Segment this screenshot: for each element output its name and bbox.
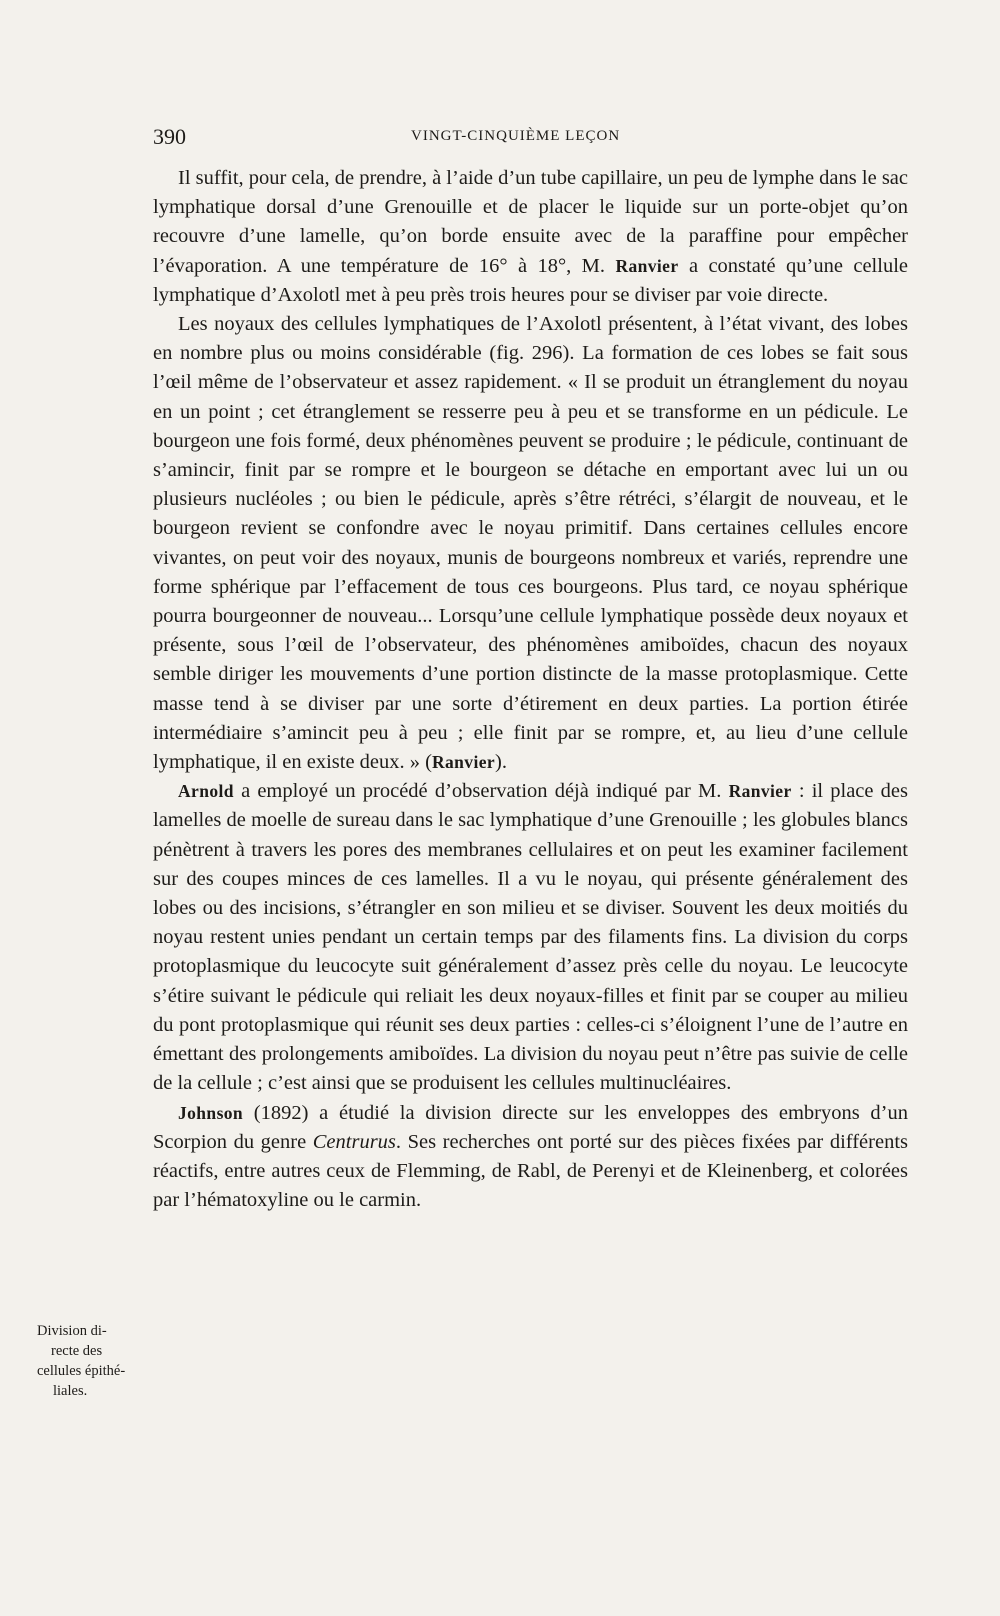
text-run: Il suffit, pour cela, de prendre, à l’aide d’un tube capillaire, un peu de lymphe dans le sac lymphatique dorsal d’une Grenouille et de placer le liquide sur un porte-objet qu’on recouvre d’une lamelle, qu’on borde ensuite avec de la paraffine pour empêcher l’évaporation. A une température de 16° à 18°, M. — [153, 167, 908, 277]
text-run: ). — [495, 751, 507, 774]
page-number: 390 — [153, 124, 186, 149]
text-run: a employé un procédé d’observation déjà indiqué par M. — [233, 780, 729, 803]
margin-note-line: recte des — [51, 1343, 103, 1359]
author-name: Ranvier — [615, 255, 679, 276]
text-run: (1892) a étudié la division directe sur les enveloppes des embryons d’un Scorpion du genre — [153, 1101, 908, 1153]
author-name: Ranvier — [431, 752, 496, 773]
author-name: Arnold — [178, 781, 234, 802]
text-run: a constaté qu’une cellule lymphatique d’Axolotl met à peu près trois heures pour se diviser par voie directe. — [153, 254, 908, 306]
paragraph — [153, 1099, 908, 1216]
page-header — [153, 124, 908, 154]
author-name: Ranvier — [728, 781, 792, 802]
body-text — [153, 164, 908, 1215]
paragraph — [153, 777, 908, 1098]
margin-note-line: Division di- — [37, 1323, 107, 1339]
text-run: : il place des lamelles de moelle de sureau dans le sac lymphatique d’une Grenouille ; les globules blancs pénètrent à travers les pores des membranes cellulaires et on peut les examiner facilement sur des coupes minces de ces lamelles. Il a vu le noyau, qui présente généralement des lobes ou des incisions, s’étrangler en son milieu et se diviser. Souvent les deux moitiés du noyau restent unies pendant un certain temps par des filaments fins. La division du corps protoplasmique du leucocyte suit généralement d’assez près celle du noyau. Le leucocyte s’étire suivant le pédicule qui reliait les deux noyaux-filles et finit par se couper au milieu du pont protoplasmique qui réunit ses deux parties : celles-ci s’éloignent l’une de l’autre en émettant des prolongements amiboïdes. La division du noyau peut n’être pas suivie de celle de la cellule ; c’est ainsi que se produisent les cellules multinucléaires. — [153, 780, 909, 1095]
genus-name: Centrurus — [312, 1130, 396, 1153]
margin-note-line: liales. — [53, 1383, 88, 1399]
paragraph — [153, 164, 908, 310]
paragraph — [153, 310, 908, 777]
text-run: Les noyaux des cellules lymphatiques de l’Axolotl présentent, à l’état vivant, des lobes en nombre plus ou moins considérable (fig. 296). La formation de ces lobes se fait sous l’œil même de l’observateur et assez rapidement. « Il se produit un étranglement du noyau en un point ; cet étranglement se resserre peu à peu et se transforme en un pédicule. Le bourgeon une fois formé, deux phénomènes peuvent se produire ; le pédicule, continuant de s’amincir, finit par se rompre et le bourgeon se détache en emportant avec lui un ou plusieurs nucléoles ; ou bien le pédicule, après s’être rétréci, s’élargit de nouveau, et le bourgeon revient se confondre avec le noyau primitif. Dans certaines cellules encore vivantes, on peut voir des noyaux, munis de bourgeons nombreux et variés, reprendre une forme sphérique par l’effacement de tous ces bourgeons. Plus tard, ce noyau sphérique pourra bourgeonner de nouveau... Lorsqu’une cellule lymphatique possède deux noyaux et présente, sous l’œil de l’observateur, des phénomènes amiboïdes, chacun des noyaux semble diriger les mouvements d’une portion distincte de la masse protoplasmique. Cette masse tend à se diviser par une sorte d’étirement en deux parties. La portion étirée intermédiaire s’amincit peu à peu ; elle finit par se rompre, et, au lieu d’une cellule lymphatique, il en existe deux. » ( — [153, 313, 908, 774]
margin-note-line: cellules épithé- — [37, 1363, 126, 1379]
running-head: VINGT-CINQUIÈME LEÇON — [411, 128, 621, 144]
margin-note — [37, 1321, 155, 1401]
text-run: . Ses recherches ont porté sur des pièces fixées par différents réactifs, entre autres ceux de Flemming, de Rabl, de Perenyi et de Kleinenberg, et colorées par l’hématoxyline ou le carmin. — [153, 1130, 909, 1212]
author-name: Johnson — [178, 1102, 244, 1123]
